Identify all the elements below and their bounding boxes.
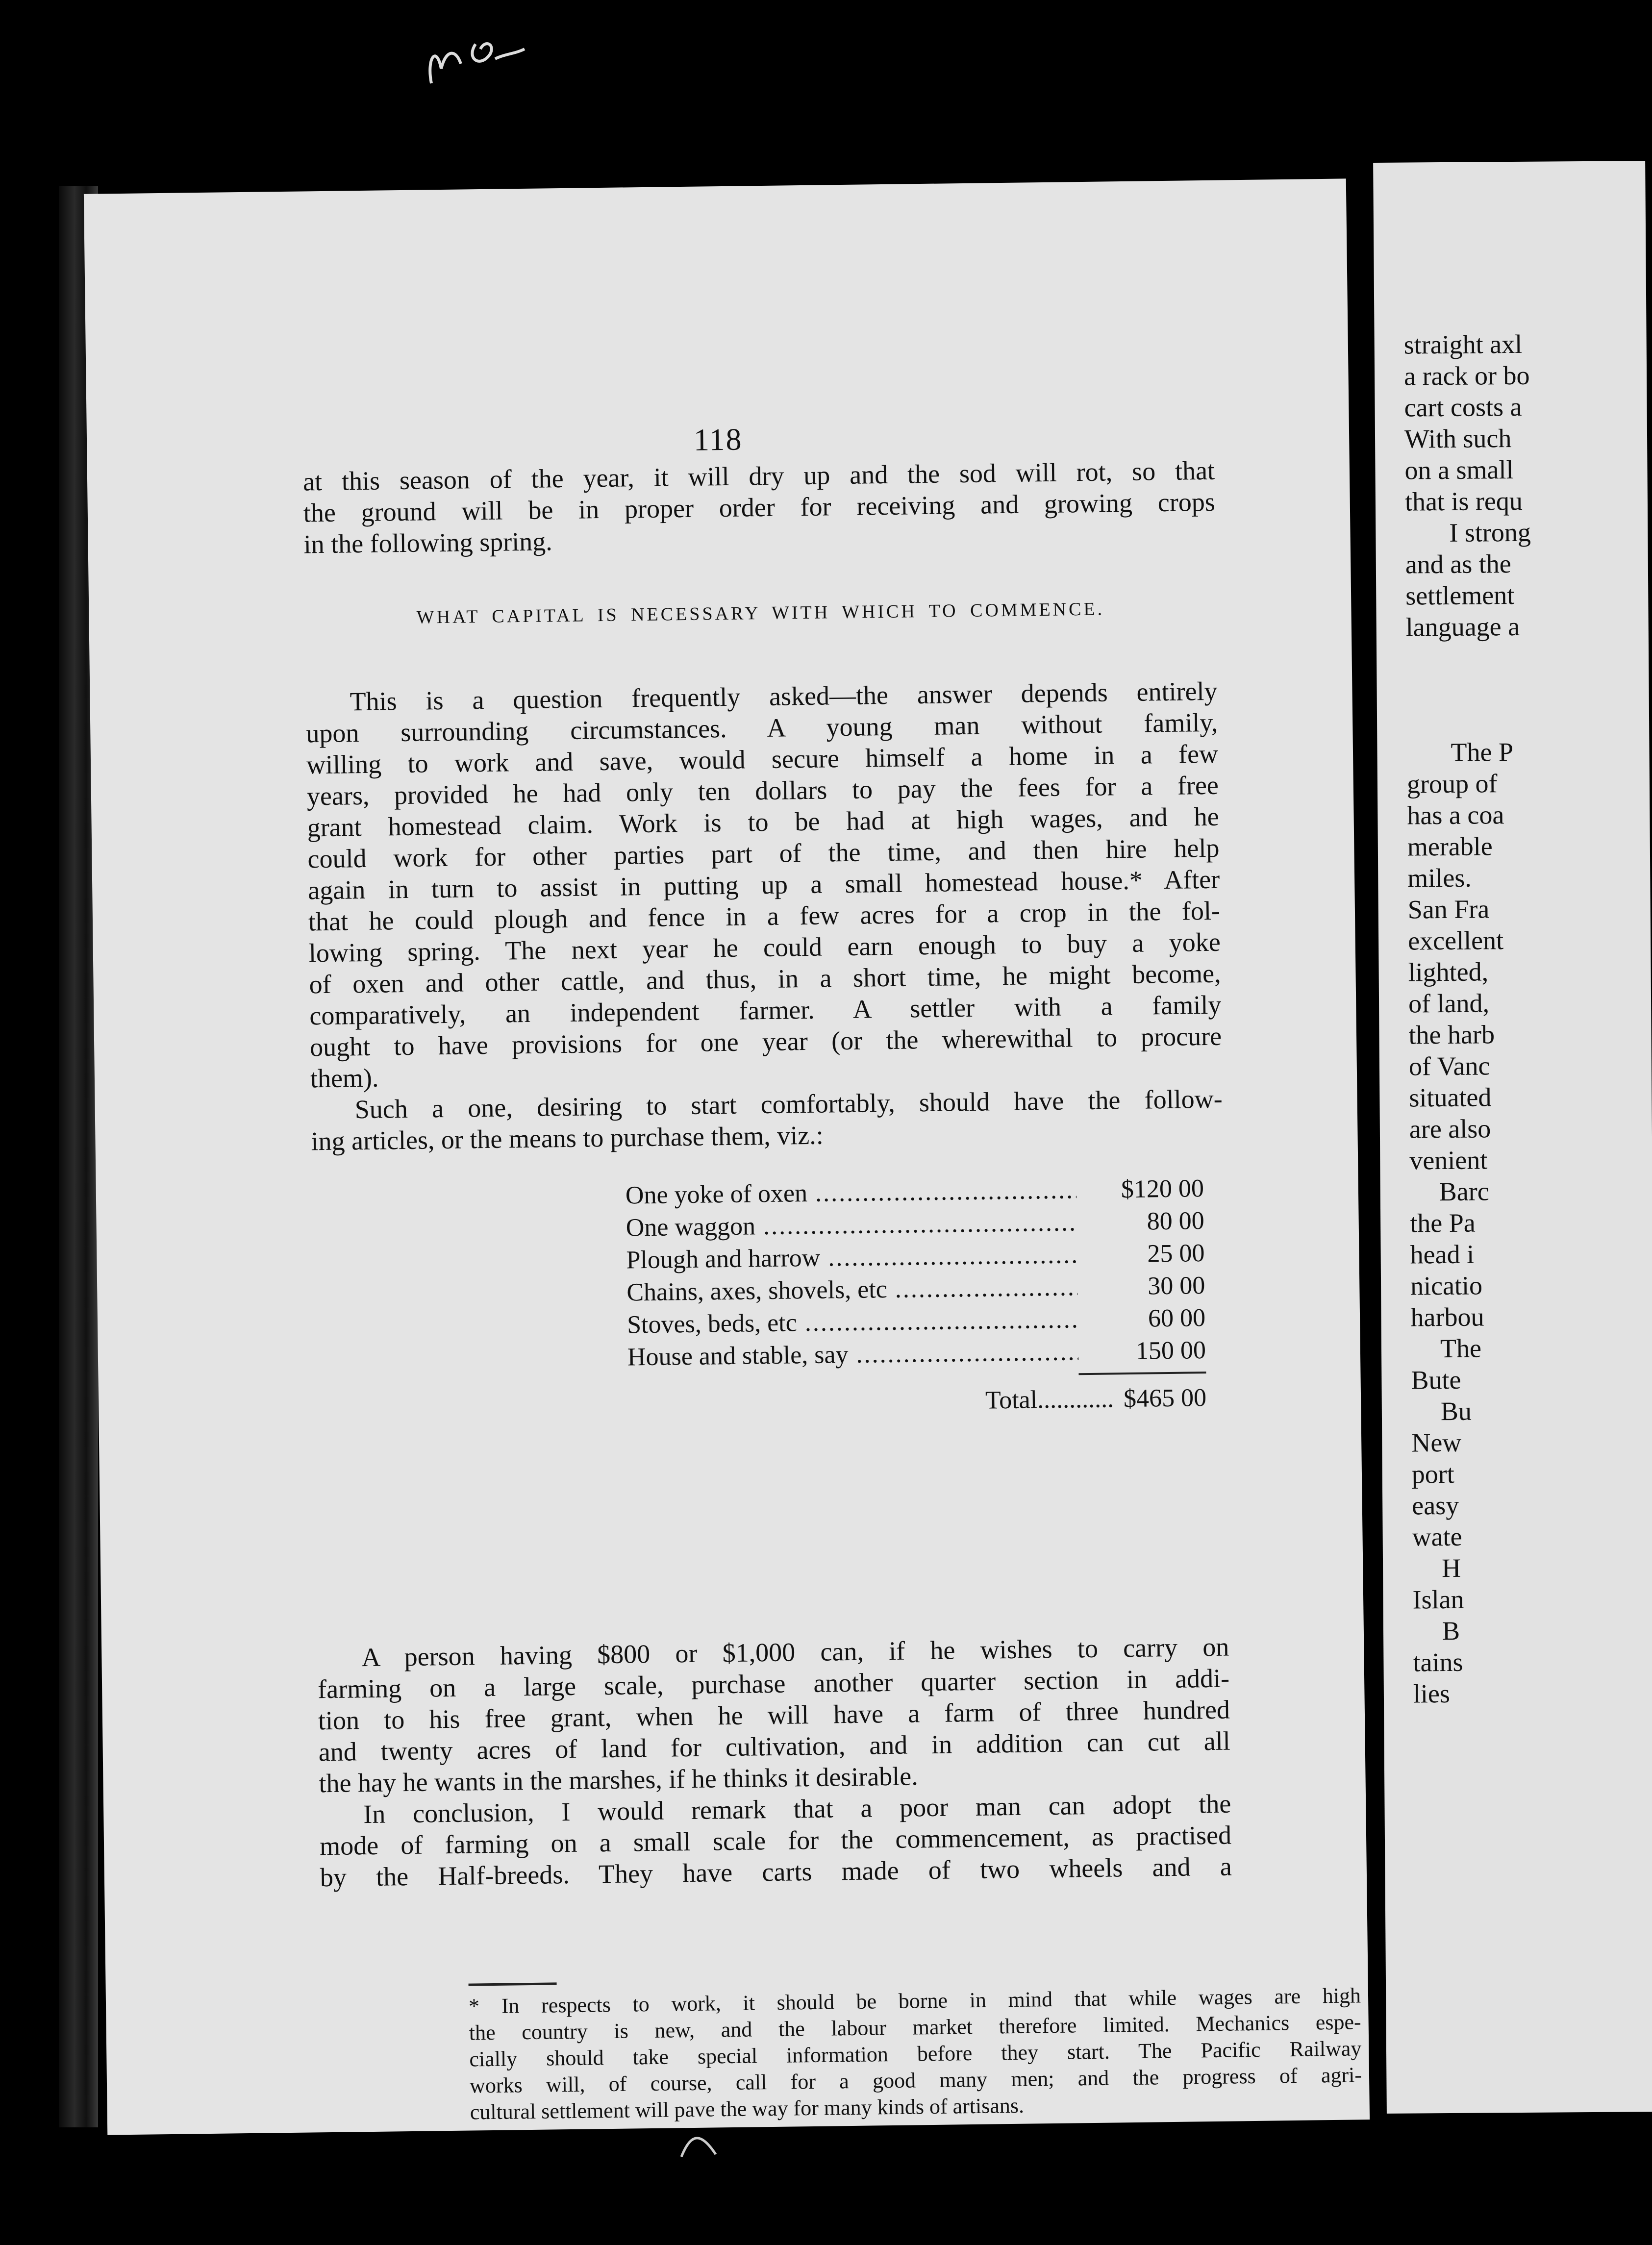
text-line: has a coa bbox=[1407, 800, 1504, 830]
item-label: Stoves, beds, etc ..... bbox=[627, 1305, 1078, 1339]
text-line: harbou bbox=[1410, 1302, 1484, 1332]
text-line: mode of farming on a small scale for the commencement, as practised bbox=[319, 1820, 1232, 1861]
text-line: In conclusion, I would remark that a poor man can adopt the bbox=[363, 1789, 1231, 1829]
text-line: could work for other parties part of the time, and then hire help bbox=[307, 833, 1220, 874]
text-line: that he could plough and fence in a few acres for a crop in the fol- bbox=[308, 896, 1221, 937]
text-line: New bbox=[1411, 1427, 1462, 1458]
text-line: I strong bbox=[1449, 517, 1531, 548]
footnote-rule bbox=[469, 1982, 557, 1986]
text-line: on a small bbox=[1404, 455, 1514, 485]
item-amount: 30 00 bbox=[1147, 1272, 1205, 1300]
text-line: tion to his free grant, when he will have a farm of three hundred bbox=[318, 1695, 1230, 1736]
text-line: again in turn to assist in putting up a small homestead house.* After bbox=[307, 864, 1220, 905]
footnote-line: the country is new, and the labour market therefore limited. Mechanics espe- bbox=[469, 2010, 1361, 2045]
text-line: of land, bbox=[1408, 988, 1490, 1019]
text-line: Such a one, desiring to start comfortably, should have the follow- bbox=[354, 1084, 1223, 1124]
footnote bbox=[469, 1982, 1362, 2125]
text-line: With such bbox=[1404, 424, 1512, 454]
text-line: language a bbox=[1405, 611, 1520, 642]
text-line: the harb bbox=[1408, 1020, 1495, 1050]
scan-artifact bbox=[676, 2127, 726, 2162]
item-amount: 25 00 bbox=[1147, 1239, 1205, 1268]
right-page bbox=[1373, 161, 1652, 2114]
text-line: straight axl bbox=[1403, 329, 1523, 360]
text-line: San Fra bbox=[1407, 894, 1490, 924]
text-line: farming on a large scale, purchase another quarter section in addi- bbox=[317, 1663, 1230, 1704]
text-line: merable bbox=[1407, 831, 1493, 862]
text-line: them). bbox=[310, 1063, 379, 1094]
text-line: H bbox=[1441, 1553, 1461, 1583]
text-line: willing to work and save, would secure himself a home in a few bbox=[306, 739, 1219, 780]
text-line bbox=[1406, 674, 1532, 706]
text-line: lies bbox=[1413, 1678, 1451, 1709]
footnote-line: * In respects to work, it should be borne in mind that while wages are high bbox=[468, 1983, 1361, 2019]
text-line: port bbox=[1411, 1459, 1455, 1489]
text-line: and as the bbox=[1405, 549, 1511, 579]
text-line: are also bbox=[1409, 1114, 1491, 1144]
text-line: tains bbox=[1413, 1647, 1463, 1677]
cost-table bbox=[626, 1171, 1207, 1419]
text-line: the ground will be in proper order for receiving and growing crops bbox=[303, 487, 1216, 528]
item-amount: 60 00 bbox=[1148, 1304, 1206, 1333]
text-line: Bu bbox=[1440, 1396, 1472, 1426]
item-amount: 150 00 bbox=[1135, 1336, 1206, 1365]
text-line bbox=[1406, 705, 1532, 737]
text-line: of Vanc bbox=[1408, 1051, 1490, 1081]
left-page bbox=[84, 178, 1370, 2135]
item-amount: $120 00 bbox=[1121, 1174, 1204, 1204]
text-line: venient bbox=[1409, 1145, 1488, 1175]
text-line: situated bbox=[1409, 1082, 1492, 1113]
total-row bbox=[628, 1383, 1207, 1419]
text-line: easy bbox=[1412, 1490, 1459, 1521]
text-line: Islan bbox=[1412, 1584, 1464, 1615]
text-line: miles. bbox=[1407, 863, 1472, 893]
text-line: head i bbox=[1410, 1239, 1475, 1270]
item-label: Plough and harrow ..... bbox=[626, 1240, 1077, 1274]
text-line: A person having $800 or $1,000 can, if he wishes to carry on bbox=[361, 1632, 1229, 1672]
item-label: Chains, axes, shovels, etc ..... bbox=[626, 1272, 1078, 1307]
text-line: Bute bbox=[1411, 1365, 1461, 1395]
text-line: in the following spring. bbox=[303, 526, 552, 559]
text-line: at this season of the year, it will dry up and the sod will rot, so that bbox=[302, 455, 1215, 497]
opening-text bbox=[303, 455, 1216, 560]
total-rule bbox=[1078, 1372, 1206, 1375]
text-line: that is requ bbox=[1404, 486, 1523, 517]
text-line: years, provided he had only ten dollars to pay the fees for a free bbox=[306, 770, 1219, 811]
text-line: ought to have provisions for one year (or the wherewithal to procure bbox=[309, 1021, 1222, 1062]
text-line: the hay he wants in the marshes, if he thinks it desirable. bbox=[319, 1761, 919, 1798]
text-line: cart costs a bbox=[1404, 392, 1522, 423]
paragraph-2 bbox=[310, 1083, 1223, 1157]
text-line: This is a question frequently asked—the answer depends entirely bbox=[350, 676, 1218, 717]
text-line: lighted, bbox=[1408, 957, 1489, 987]
text-line: settlement bbox=[1405, 580, 1515, 611]
footnote-line: cially should take special information before they start. The Pacific Railway bbox=[469, 2036, 1362, 2071]
text-line: of oxen and other cattle, and thus, in a short time, he might become, bbox=[309, 958, 1221, 999]
item-amount: 80 00 bbox=[1147, 1207, 1205, 1236]
text-line: lowing spring. The next year he could earn enough to buy a yoke bbox=[308, 927, 1221, 968]
total-amount: $465 00 bbox=[1123, 1384, 1207, 1413]
handwritten-mark bbox=[422, 29, 549, 93]
text-line: nicatio bbox=[1410, 1271, 1483, 1301]
right-page-text bbox=[1403, 328, 1539, 1710]
page-number: 118 bbox=[693, 422, 743, 457]
item-label: One waggon ..... bbox=[626, 1208, 1077, 1242]
text-line: The bbox=[1440, 1333, 1482, 1364]
text-line: ing articles, or the means to purchase them, viz.: bbox=[311, 1120, 824, 1156]
text-line: excellent bbox=[1407, 925, 1504, 956]
section-heading: WHAT CAPITAL IS NECESSARY WITH WHICH TO COMMENCE. bbox=[416, 599, 1105, 628]
paragraph-3 bbox=[317, 1631, 1231, 1799]
text-line: wate bbox=[1412, 1522, 1462, 1552]
footnote-line: works will, of course, call for a good many men; and the progress of agri- bbox=[469, 2063, 1362, 2098]
text-line: the Pa bbox=[1410, 1208, 1476, 1238]
text-line: a rack or bo bbox=[1403, 360, 1530, 391]
text-line: grant homestead claim. Work is to be had at high wages, and he bbox=[307, 801, 1219, 843]
text-line: B bbox=[1442, 1616, 1460, 1646]
text-line: upon surrounding circumstances. A young man without family, bbox=[306, 707, 1218, 748]
text-line: The P bbox=[1451, 737, 1514, 767]
total-label: Total............ bbox=[985, 1385, 1114, 1415]
text-line bbox=[1406, 642, 1532, 674]
text-line: comparatively, an independent farmer. A settler with a family bbox=[309, 990, 1222, 1031]
footnote-line: cultural settlement will pave the way for many kinds of artisans. bbox=[470, 2093, 1025, 2124]
text-line: by the Half-breeds. They have carts made of two wheels and a bbox=[320, 1851, 1232, 1893]
text-line: and twenty acres of land for cultivation, and in addition can cut all bbox=[318, 1726, 1231, 1767]
text-line: Barc bbox=[1439, 1176, 1489, 1207]
paragraph-4 bbox=[319, 1788, 1232, 1894]
text-line: group of bbox=[1406, 769, 1498, 799]
item-label: One yoke of oxen ..... bbox=[626, 1175, 1077, 1210]
item-label: House and stable, say ..... bbox=[627, 1337, 1079, 1372]
paragraph-1 bbox=[305, 675, 1222, 1095]
